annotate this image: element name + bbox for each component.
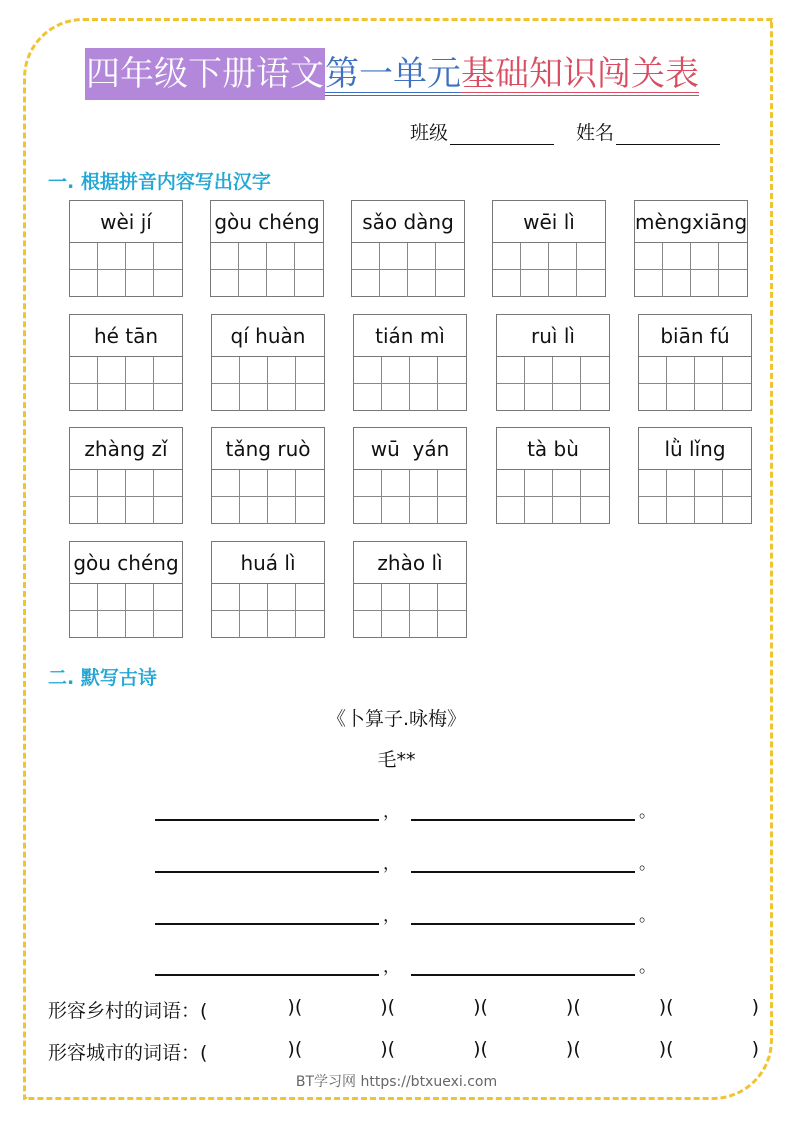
- pinyin-text: lǜ lǐng: [639, 428, 751, 470]
- section-heading-pinyin: 一. 根据拼音内容写出汉字: [48, 171, 271, 193]
- watermark-footer: BT学习网 https://btxuexi.com: [295, 1074, 498, 1090]
- class-blank[interactable]: [450, 122, 554, 145]
- poem-blank[interactable]: [411, 801, 635, 821]
- comma: ，: [383, 854, 400, 874]
- pinyin-box: [634, 200, 748, 297]
- pinyin-box: [638, 427, 752, 524]
- poem-blank[interactable]: [411, 956, 635, 976]
- writing-grid[interactable]: [354, 584, 466, 638]
- period: 。: [639, 906, 656, 926]
- page-title: [85, 48, 699, 100]
- paren-separator: )(: [658, 1038, 674, 1060]
- pinyin-text: huá lì: [212, 542, 324, 584]
- writing-grid[interactable]: [212, 357, 324, 411]
- poem-blank[interactable]: [155, 956, 379, 976]
- paren-separator: )(: [565, 1038, 581, 1060]
- word-blank[interactable]: [209, 996, 287, 1023]
- title-unit: 第一单元: [325, 48, 461, 96]
- pinyin-text: gòu chéng: [70, 542, 182, 584]
- pinyin-box: [69, 427, 183, 524]
- pinyin-text: zhào lì: [354, 542, 466, 584]
- paren-separator: )(: [473, 996, 488, 1018]
- paren-close: ): [751, 1038, 759, 1060]
- word-blank[interactable]: [674, 996, 752, 1023]
- pinyin-text: mèngxiāng: [635, 201, 747, 243]
- pinyin-box: [351, 200, 465, 297]
- urban-words-row: [48, 1038, 759, 1065]
- word-blank[interactable]: [209, 1038, 287, 1065]
- class-label: 班级: [410, 122, 449, 144]
- paren-close: ): [751, 996, 759, 1018]
- writing-grid[interactable]: [70, 243, 182, 297]
- pinyin-text: tǎng ruò: [212, 428, 324, 470]
- paren-separator: )(: [380, 996, 396, 1018]
- writing-grid[interactable]: [352, 243, 464, 297]
- pinyin-box: [69, 541, 183, 638]
- pinyin-text: tà bù: [497, 428, 609, 470]
- rural-words-row: [48, 996, 759, 1023]
- poem-title: 《卜算子.咏梅》: [326, 708, 467, 730]
- word-blank[interactable]: [488, 996, 566, 1023]
- poem-blank[interactable]: [411, 905, 635, 925]
- paren-separator: )(: [658, 996, 674, 1018]
- word-blank[interactable]: [581, 1038, 659, 1065]
- writing-grid[interactable]: [639, 357, 751, 411]
- pinyin-text: qí huàn: [212, 315, 324, 357]
- pinyin-text: biān fú: [639, 315, 751, 357]
- paren-separator: )(: [380, 1038, 396, 1060]
- pinyin-box: [353, 314, 467, 411]
- pinyin-box: [353, 427, 467, 524]
- pinyin-text: zhàng zǐ: [70, 428, 182, 470]
- poem-blank[interactable]: [411, 853, 635, 873]
- title-grade: 四年级下册语文: [85, 48, 325, 100]
- pinyin-text: wēi lì: [493, 201, 605, 243]
- paren-separator: )(: [473, 1038, 488, 1060]
- poem-line: [155, 801, 667, 821]
- pinyin-box: [496, 314, 610, 411]
- writing-grid[interactable]: [212, 470, 324, 524]
- comma: ，: [383, 957, 400, 977]
- poem-blank[interactable]: [155, 905, 379, 925]
- pinyin-box: [69, 314, 183, 411]
- pinyin-box: [211, 541, 325, 638]
- comma: ，: [383, 906, 400, 926]
- name-field: [576, 118, 720, 145]
- name-label: 姓名: [576, 122, 615, 144]
- writing-grid[interactable]: [354, 470, 466, 524]
- period: 。: [639, 957, 656, 977]
- paren-separator: )(: [565, 996, 581, 1018]
- writing-grid[interactable]: [493, 243, 605, 297]
- writing-grid[interactable]: [635, 243, 747, 297]
- section-heading-poem: 二. 默写古诗: [48, 667, 157, 689]
- word-blank[interactable]: [581, 996, 659, 1023]
- pinyin-text: wèi jí: [70, 201, 182, 243]
- writing-grid[interactable]: [354, 357, 466, 411]
- period: 。: [639, 854, 656, 874]
- writing-grid[interactable]: [70, 357, 182, 411]
- paren-separator: )(: [287, 996, 303, 1018]
- pinyin-box: [69, 200, 183, 297]
- word-blank[interactable]: [488, 1038, 566, 1065]
- urban-words-label: 形容城市的词语：(: [48, 1042, 208, 1064]
- pinyin-box: [211, 427, 325, 524]
- period: 。: [639, 802, 656, 822]
- word-blank[interactable]: [395, 996, 473, 1023]
- pinyin-box: [210, 200, 324, 297]
- poem-author: 毛**: [377, 749, 416, 771]
- writing-grid[interactable]: [212, 584, 324, 638]
- rural-words-label: 形容乡村的词语：(: [48, 1000, 208, 1022]
- name-blank[interactable]: [616, 122, 720, 145]
- comma: ，: [383, 802, 400, 822]
- writing-grid[interactable]: [497, 470, 609, 524]
- pinyin-box: [496, 427, 610, 524]
- title-subject: 基础知识闯关表: [461, 48, 699, 96]
- word-blank[interactable]: [395, 1038, 473, 1065]
- writing-grid[interactable]: [211, 243, 323, 297]
- poem-line: [155, 853, 667, 873]
- pinyin-box: [492, 200, 606, 297]
- poem-line: [155, 956, 667, 976]
- class-field: [410, 118, 554, 145]
- word-blank[interactable]: [674, 1038, 752, 1065]
- pinyin-box: [353, 541, 467, 638]
- poem-blank[interactable]: [155, 801, 379, 821]
- poem-blank[interactable]: [155, 853, 379, 873]
- paren-separator: )(: [287, 1038, 303, 1060]
- writing-grid[interactable]: [639, 470, 751, 524]
- writing-grid[interactable]: [70, 470, 182, 524]
- pinyin-text: tián mì: [354, 315, 466, 357]
- word-blank[interactable]: [302, 1038, 380, 1065]
- writing-grid[interactable]: [497, 357, 609, 411]
- word-blank[interactable]: [302, 996, 380, 1023]
- pinyin-box: [211, 314, 325, 411]
- poem-line: [155, 905, 667, 925]
- pinyin-text: wū yán: [354, 428, 466, 470]
- pinyin-text: ruì lì: [497, 315, 609, 357]
- pinyin-text: sǎo dàng: [352, 201, 464, 243]
- writing-grid[interactable]: [70, 584, 182, 638]
- pinyin-box: [638, 314, 752, 411]
- pinyin-text: hé tān: [70, 315, 182, 357]
- pinyin-text: gòu chéng: [211, 201, 323, 243]
- student-info: [410, 118, 720, 145]
